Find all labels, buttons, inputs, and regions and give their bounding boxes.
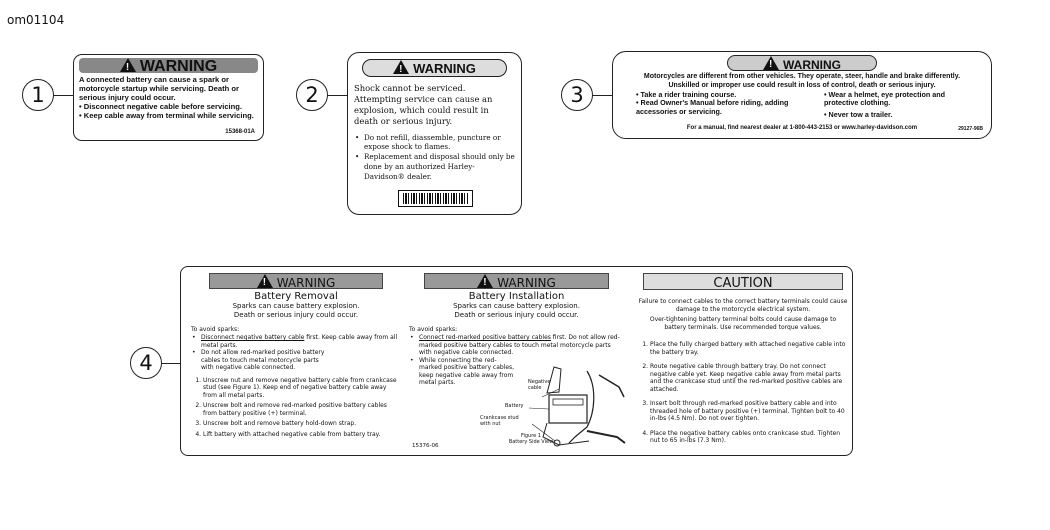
label-1-bullets [79, 102, 258, 120]
removal-header-text: WARNING [276, 276, 336, 290]
removal-header [209, 273, 383, 289]
label-3-bullet-text: Never tow a trailer. [828, 109, 893, 119]
warning-triangle-icon [120, 58, 136, 72]
figure-engine-part [587, 431, 625, 443]
removal-column [191, 273, 401, 441]
label-2-header [362, 59, 507, 77]
label-1-bullet: • Disconnect negative cable before servicing. [79, 102, 243, 112]
removal-subtitle: Sparks can cause battery explosion. Death or serious injury could occur. [232, 302, 360, 319]
callout-1-leader [53, 95, 73, 96]
removal-step: 4. Lift battery with attached negative cable from battery tray. [203, 431, 401, 439]
installation-header [424, 273, 609, 289]
installation-bullet: • While connecting the red-marked positive battery cables, keep negative cable away from metal parts. [419, 357, 624, 387]
warning-triangle-icon [763, 56, 779, 70]
installation-bullet [419, 334, 624, 357]
label-3-header-text: WARNING [783, 58, 841, 72]
caution-step: 4. Place the negative battery cables onto crankcase stud. Tighten nut to 65 in-lbs (7.3 Nm). [650, 430, 848, 445]
label-1-header [79, 58, 258, 73]
figure-label-crankcase: Crankcase stud with nut [480, 415, 519, 427]
caution-paragraph-1: Failure to connect cables to the correct battery terminals could cause damage to the motorcycle electrical system. [638, 298, 848, 313]
caution-step: 3. Insert bolt through red-marked positive battery cable and into threaded hole of battery positive (+) terminal. Tighten bolt to 40 in-lbs (4.5 Nm). Do not over tighten. [650, 400, 848, 423]
figure-leader [529, 408, 549, 409]
figure-label-battery: Battery [505, 403, 524, 409]
label-1-bullet-text: Keep cable away from terminal while servicing. [83, 111, 254, 121]
battery-label-4 [180, 266, 853, 456]
callout-3: 3 [561, 79, 593, 111]
installation-bullet-rest: first. Do not allow red-marked positive battery cables to touch metal motorcycle parts with negative cable connected. [419, 334, 620, 356]
label-2-bullet: • Replacement and disposal should only be done by an authorized Harley-Davidson® dealer. [364, 152, 515, 181]
removal-step: 3. Unscrew bolt and remove battery hold-down strap. [203, 420, 401, 428]
warning-label-2 [347, 52, 522, 215]
warning-label-3 [612, 51, 992, 139]
removal-bullet-rest: first. Keep cable away from all metal parts. [201, 334, 398, 349]
caution-step: 1. Place the fully charged battery with attached negative cable into the battery tray. [650, 341, 848, 356]
label-3-part-no: 29127-96B [958, 126, 983, 132]
label-3-bullets [619, 91, 985, 123]
figure-caption [506, 433, 556, 445]
label-3-bullet-text: Wear a helmet, eye protection and protective clothing. [824, 89, 946, 108]
label-1-part-no: 15368-01A [225, 129, 255, 135]
removal-bullets [191, 334, 401, 372]
warning-triangle-icon [257, 274, 273, 288]
label-1-text: A connected battery can cause a spark or motorcycle startup while servicing. Death or serious injury could occur. [79, 75, 239, 103]
label-1-bullet: • Keep cable away from terminal while servicing. [79, 111, 254, 121]
installation-bullet-underlined: Connect red-marked positive battery cables [419, 334, 551, 341]
removal-step: 1. Unscrew nut and remove negative battery cable from crankcase stud (see Figure 1). Keep end of negative battery cable away from all metal parts. [203, 377, 401, 400]
barcode [398, 190, 473, 207]
label-4-part-no: 15376-06 [412, 443, 439, 449]
label-3-line-1: Motorcycles are different from other vehicles. They operate, steer, handle and brake differently. [643, 73, 961, 80]
warning-triangle-icon [477, 274, 493, 288]
label-3-bullet: • Wear a helmet, eye protection and protective clothing. [824, 89, 946, 108]
label-2-bullet: • Do not refill, diassemble, puncture or expose shock to flames. [364, 133, 515, 152]
warning-label-1 [73, 54, 264, 141]
removal-step: 2. Unscrew bolt and remove red-marked positive battery cables from battery positive (+) terminal. [203, 402, 401, 417]
removal-title: Battery Removal [254, 291, 338, 302]
callout-3-leader [592, 95, 612, 96]
figure-label-negative-cable: Negative cable [528, 379, 551, 391]
removal-steps [191, 377, 401, 439]
label-3-bullet: • Never tow a trailer. [824, 109, 893, 119]
installation-subtitle: Sparks can cause battery explosion. Death or serious injury could occur. [453, 302, 580, 319]
caution-paragraph-2: Over-tightening battery terminal bolts could cause damage to battery terminals. Use recommended torque values. [649, 316, 837, 331]
caution-header-text: CAUTION [713, 276, 773, 291]
label-3-footer: For a manual, find nearest dealer at 1-800-443-2153 or www.harley-davidson.com [686, 124, 918, 131]
installation-intro: To avoid sparks: [409, 325, 458, 333]
label-2-text: Shock cannot be serviced. Attempting service can cause an explosion, which could result in death or serious injury. [354, 83, 493, 126]
label-3-left-bullets [636, 91, 811, 117]
label-3-right-bullets [824, 91, 979, 120]
label-2-header-text: WARNING [413, 61, 476, 76]
caution-header [643, 273, 843, 290]
callout-4-leader [161, 363, 180, 364]
label-2-bullets [354, 133, 515, 182]
removal-bullet-underlined: Disconnect negative battery cable [201, 334, 305, 341]
callout-2: 2 [296, 79, 328, 111]
document-id: om01104 [7, 13, 65, 27]
label-3-bullet-text: Take a rider training course. [640, 89, 737, 99]
label-3-bullet: • Take a rider training course. [636, 89, 737, 99]
label-3-bullet-text: Read Owner's Manual before riding, adding accessories or servicing. [636, 98, 789, 116]
label-3-line-2: Unskilled or improper use could result in loss of control, death or serious injury. [668, 81, 936, 89]
removal-bullet: • Do not allow red-marked positive battery cables to touch metal motorcycle parts with negative cable connected. [201, 349, 401, 372]
installation-title: Battery Installation [468, 291, 565, 302]
warning-triangle-icon [393, 60, 409, 74]
removal-bullet [201, 334, 401, 349]
label-1-header-text: WARNING [139, 58, 218, 75]
figure-caption-2: Battery Side View [508, 439, 554, 445]
figure-caption-1: Figure 1 [520, 433, 542, 439]
caution-step: 2. Route negative cable through battery tray. Do not connect negative cable yet. Keep negative cable away from metal parts and the crankcase stud until the red-marked positive cables are attached. [650, 363, 848, 393]
callout-4: 4 [130, 347, 162, 379]
label-1-bullet-text: Disconnect negative cable before servicing. [83, 102, 243, 112]
callout-2-leader [327, 95, 347, 96]
figure-battery-top [553, 399, 583, 405]
label-3-bullet: • Read Owner's Manual before riding, adding accessories or servicing. [636, 98, 789, 116]
installation-header-text: WARNING [497, 276, 556, 290]
removal-intro: To avoid sparks: [191, 325, 240, 333]
figure-frame-right [599, 375, 624, 397]
callout-1: 1 [22, 79, 54, 111]
caution-steps [638, 341, 848, 445]
barcode-bars [403, 193, 468, 204]
label-3-header [727, 55, 877, 71]
caution-column [638, 273, 848, 448]
